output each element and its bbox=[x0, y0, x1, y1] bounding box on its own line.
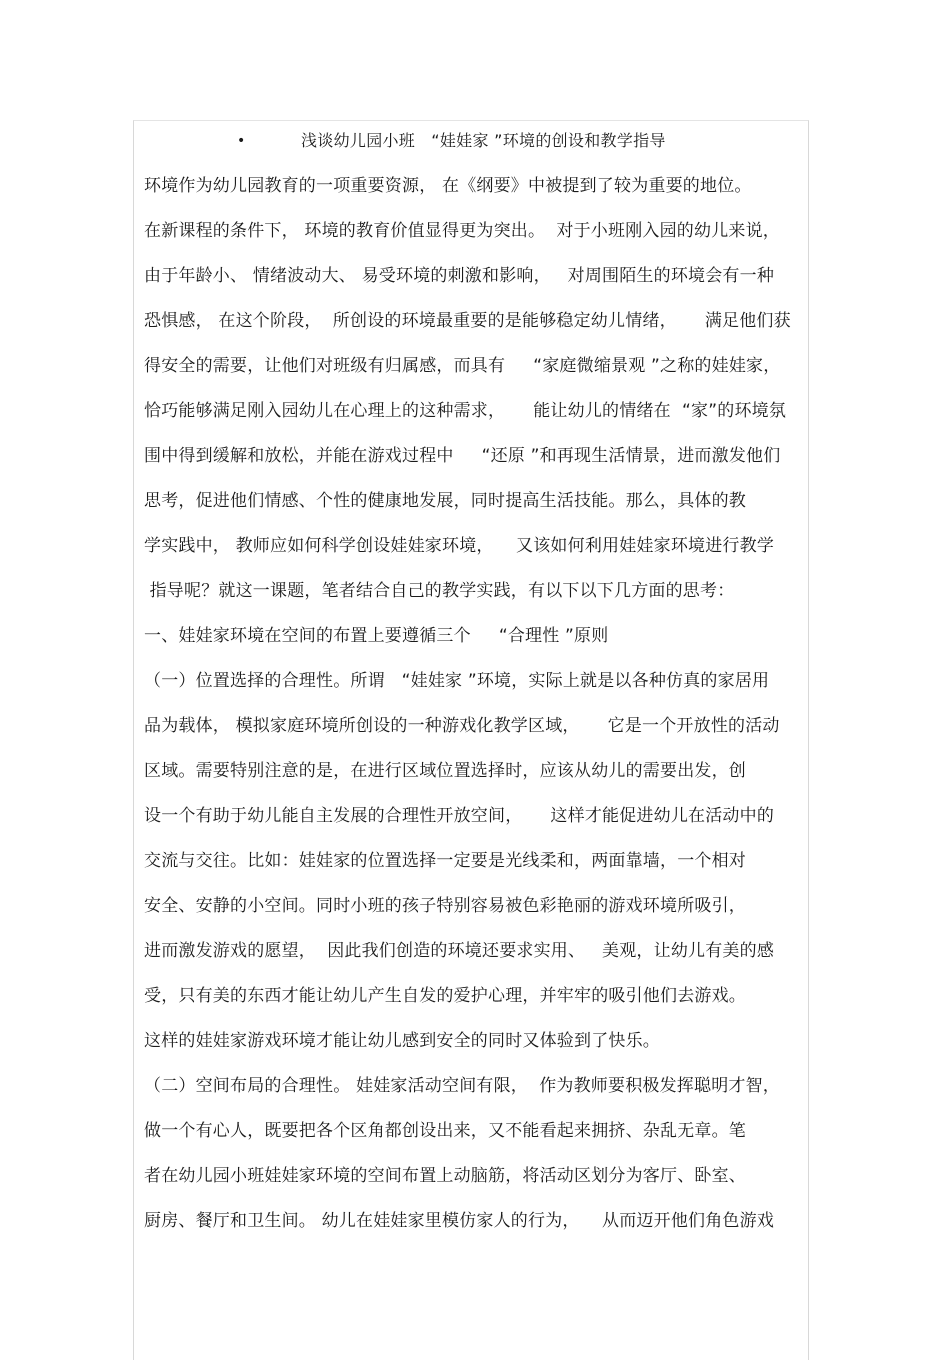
text-line: 设一个有助于幼儿能自主发展的合理性开放空间， 这样才能促进幼儿在活动中的 bbox=[144, 806, 775, 826]
document-body bbox=[144, 171, 809, 1251]
text-line: 进而激发游戏的愿望， 因此我们创造的环境还要求实用、 美观，让幼儿有美的感 bbox=[144, 941, 775, 961]
text-line: 区域。需要特别注意的是，在进行区域位置选择时，应该从幼儿的需要出发，创 bbox=[144, 761, 746, 781]
text-line: 恰巧能够满足刚入园幼儿在心理上的这种需求， 能让幼儿的情绪在 “家”的环境氛 bbox=[144, 401, 787, 421]
text-line: （一）位置选择的合理性。所谓 “娃娃家 ”环境，实际上就是以各种仿真的家居用 bbox=[144, 671, 770, 691]
text-line: 得安全的需要，让他们对班级有归属感，而具有 “家庭微缩景观 ”之称的娃娃家， bbox=[144, 356, 781, 376]
text-line: 围中得到缓解和放松，并能在游戏过程中 “还原 ”和再现生活情景，进而激发他们 bbox=[144, 446, 781, 466]
text-line: 安全、安静的小空间。同时小班的孩子特别容易被色彩艳丽的游戏环境所吸引， bbox=[144, 896, 746, 916]
text-line: （二）空间布局的合理性。 娃娃家活动空间有限， 作为教师要积极发挥聪明才智， bbox=[144, 1076, 781, 1096]
text-line: 受，只有美的东西才能让幼儿产生自发的爱护心理，并牢牢的吸引他们去游戏。 bbox=[144, 986, 746, 1006]
text-line: 指导呢？就这一课题，笔者结合自己的教学实践，有以下以下几方面的思考： bbox=[144, 581, 735, 601]
text-line: 交流与交往。比如：娃娃家的位置选择一定要是光线柔和，两面靠墙，一个相对 bbox=[144, 851, 746, 871]
title-row bbox=[0, 128, 950, 154]
text-line: 环境作为幼儿园教育的一项重要资源， 在《纲要》中被提到了较为重要的地位。 bbox=[144, 176, 752, 196]
text-line: 者在幼儿园小班娃娃家环境的空间布置上动脑筋，将活动区划分为客厅、卧室、 bbox=[144, 1166, 746, 1186]
text-line: 思考，促进他们情感、个性的健康地发展，同时提高生活技能。那么，具体的教 bbox=[144, 491, 746, 511]
text-line: 做一个有心人，既要把各个区角都创设出来，又不能看起来拥挤、杂乱无章。笔 bbox=[144, 1121, 746, 1141]
text-line: 学实践中， 教师应如何科学创设娃娃家环境， 又该如何利用娃娃家环境进行教学 bbox=[144, 536, 775, 556]
text-line: 这样的娃娃家游戏环境才能让幼儿感到安全的同时又体验到了快乐。 bbox=[144, 1031, 660, 1051]
text-line: 恐惧感， 在这个阶段， 所创设的环境最重要的是能够稳定幼儿情绪， 满足他们获 bbox=[144, 311, 791, 331]
text-line: 在新课程的条件下， 环境的教育价值显得更为突出。 对于小班刚入园的幼儿来说， bbox=[144, 221, 781, 241]
text-line: 由于年龄小、 情绪波动大、 易受环境的刺激和影响， 对周围陌生的环境会有一种 bbox=[144, 266, 775, 286]
text-line: 厨房、餐厅和卫生间。 幼儿在娃娃家里模仿家人的行为， 从而迈开他们角色游戏 bbox=[144, 1211, 775, 1231]
document-title: 浅谈幼儿园小班 “娃娃家 ”环境的创设和教学指导 bbox=[301, 131, 666, 150]
text-line: 一、娃娃家环境在空间的布置上要遵循三个 “合理性 ”原则 bbox=[144, 626, 609, 646]
bullet-icon: • bbox=[237, 133, 246, 149]
text-line: 品为载体， 模拟家庭环境所创设的一种游戏化教学区域， 它是一个开放性的活动 bbox=[144, 716, 780, 736]
